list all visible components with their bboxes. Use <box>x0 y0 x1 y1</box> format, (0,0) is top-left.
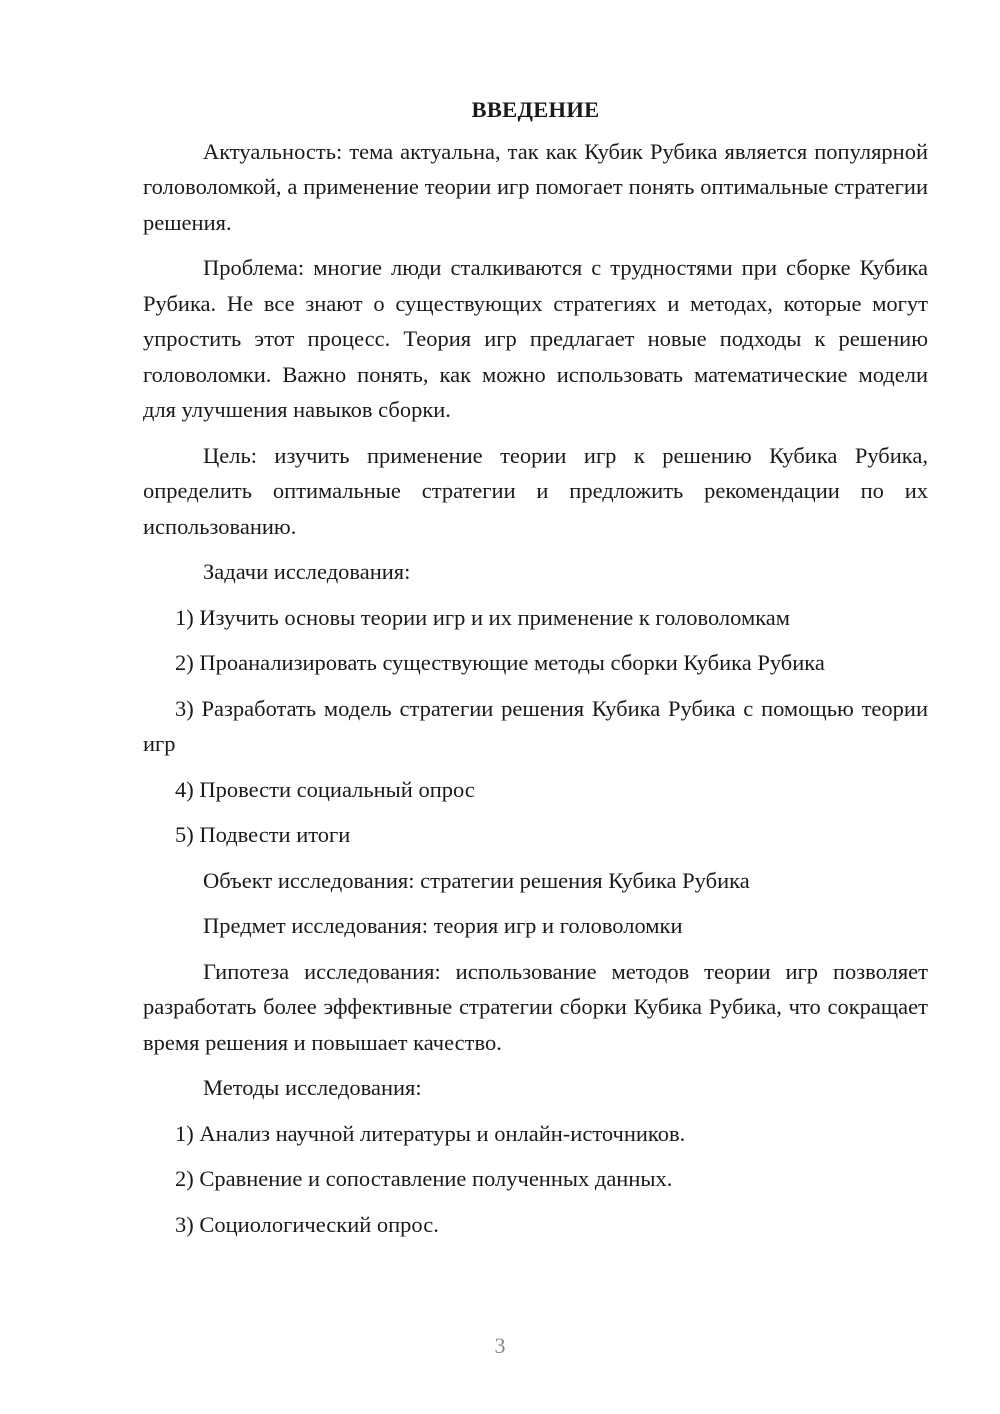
method-item: 1) Анализ научной литературы и онлайн-источников. <box>175 1120 686 1146</box>
relevance-paragraph: Актуальность: тема актуальна, так как Кубик Рубика является популярной головоломкой, а применение теории игр помогает понять оптимальные стратегии решения. <box>143 138 928 235</box>
task-item: 3) Разработать модель стратегии решения Кубика Рубика с помощью теории игр <box>143 695 928 756</box>
task-item: 5) Подвести итоги <box>175 822 351 847</box>
task-item: 2) Проанализировать существующие методы сборки Кубика Рубика <box>175 650 825 675</box>
object-paragraph: Объект исследования: стратегии решения Кубика Рубика <box>203 867 750 893</box>
document-page <box>143 92 928 1252</box>
subject-paragraph: Предмет исследования: теория игр и головоломки <box>203 913 683 938</box>
page-number: 3 <box>494 1333 506 1358</box>
method-item: 2) Сравнение и сопоставление полученных данных. <box>175 1166 673 1191</box>
hypothesis-paragraph: Гипотеза исследования: использование методов теории игр позволяет разработать более эффективные стратегии сборки Кубика Рубика, что сокращает время решения и повышает качество. <box>143 958 928 1055</box>
tasks-heading: Задачи исследования: <box>203 559 411 584</box>
problem-paragraph: Проблема: многие люди сталкиваются с трудностями при сборке Кубика Рубика. Не все знают о существующих стратегиях и методах, которые могут упростить этот процесс. Теория игр предлагает новые подходы к решению головоломки. Важно понять, как можно использовать математические модели для улучшения навыков сборки. <box>143 255 928 422</box>
section-heading: ВВЕДЕНИЕ <box>471 97 600 122</box>
method-item: 3) Социологический опрос. <box>175 1211 439 1237</box>
methods-heading: Методы исследования: <box>203 1075 422 1100</box>
task-item: 1) Изучить основы теории игр и их применение к головоломкам <box>175 604 791 630</box>
goal-paragraph: Цель: изучить применение теории игр к решению Кубика Рубика, определить оптимальные стратегии и предложить рекомендации по их использованию. <box>143 442 928 539</box>
task-item: 4) Провести социальный опрос <box>175 776 475 802</box>
